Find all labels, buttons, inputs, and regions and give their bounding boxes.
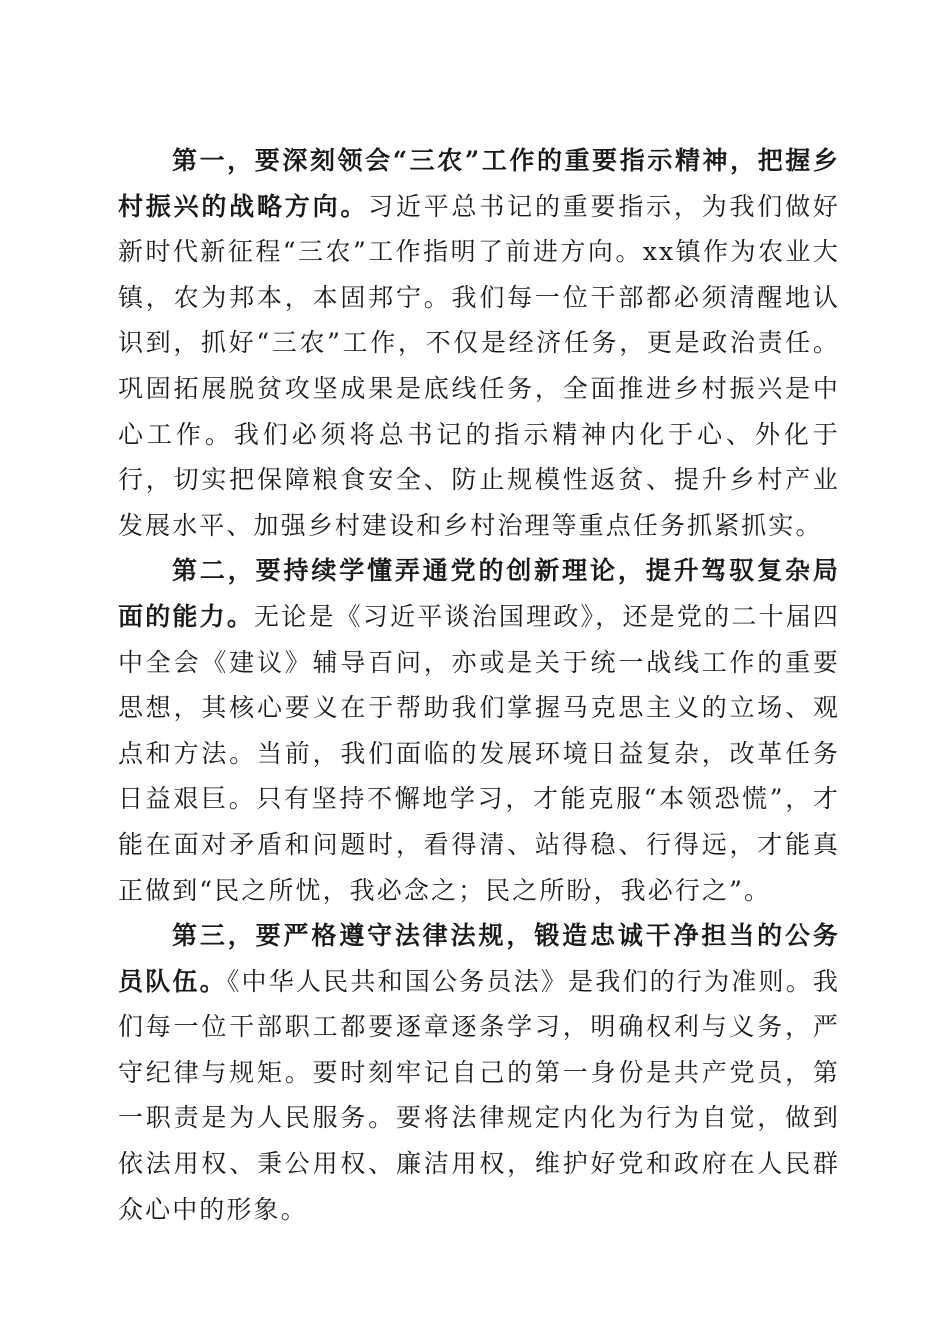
paragraph-2-body: 无论是《习近平谈治国理政》，还是党的二十届四中全会《建议》辅导百问，亦或是关于统一战线工作的重要思想，其核心要义在于帮助我们掌握马克思主义的立场、观点和方法。当前，我们面临的发展环境日益复杂，改革任务日益艰巨。只有坚持不懈地学习，才能克服“本领恐慌”，才能在面对矛盾和问题时，看得清、站得稳、行得远，才能真正做到“民之所忧，我必念之；民之所盼，我必行之”。 bbox=[118, 601, 840, 905]
paragraph-1-lead: 第一，要深刻领会“三农”工作的重要指示精神，把握乡村振兴的战略方向。 bbox=[118, 146, 840, 221]
document-body bbox=[118, 138, 840, 1232]
paragraph-1 bbox=[118, 138, 840, 548]
paragraph-2-lead: 第二，要持续学懂弄通党的创新理论，提升驾驭复杂局面的能力。 bbox=[118, 556, 840, 631]
paragraph-2 bbox=[118, 548, 840, 913]
paragraph-3-body: 《中华人民共和国公务员法》是我们的行为准则。我们每一位干部职工都要逐章逐条学习，明确权利与义务，严守纪律与规矩。要时刻牢记自己的第一身份是共产党员，第一职责是为人民服务。要将法律规定内化为行为自觉，做到依法用权、秉公用权、廉洁用权，维护好党和政府在人民群众心中的形象。 bbox=[118, 966, 840, 1224]
paragraph-3 bbox=[118, 913, 840, 1232]
paragraph-1-body: 习近平总书记的重要指示，为我们做好新时代新征程“三农”工作指明了前进方向。xx镇作为农业大镇，农为邦本，本固邦宁。我们每一位干部都必须清醒地认识到，抓好“三农”工作，不仅是经济任务，更是政治责任。巩固拓展脱贫攻坚成果是底线任务，全面推进乡村振兴是中心工作。我们必须将总书记的指示精神内化于心、外化于行，切实把保障粮食安全、防止规模性返贫、提升乡村产业发展水平、加强乡村建设和乡村治理等重点任务抓紧抓实。 bbox=[118, 191, 841, 540]
paragraph-3-lead: 第三，要严格遵守法律法规，锻造忠诚干净担当的公务员队伍。 bbox=[118, 921, 840, 996]
